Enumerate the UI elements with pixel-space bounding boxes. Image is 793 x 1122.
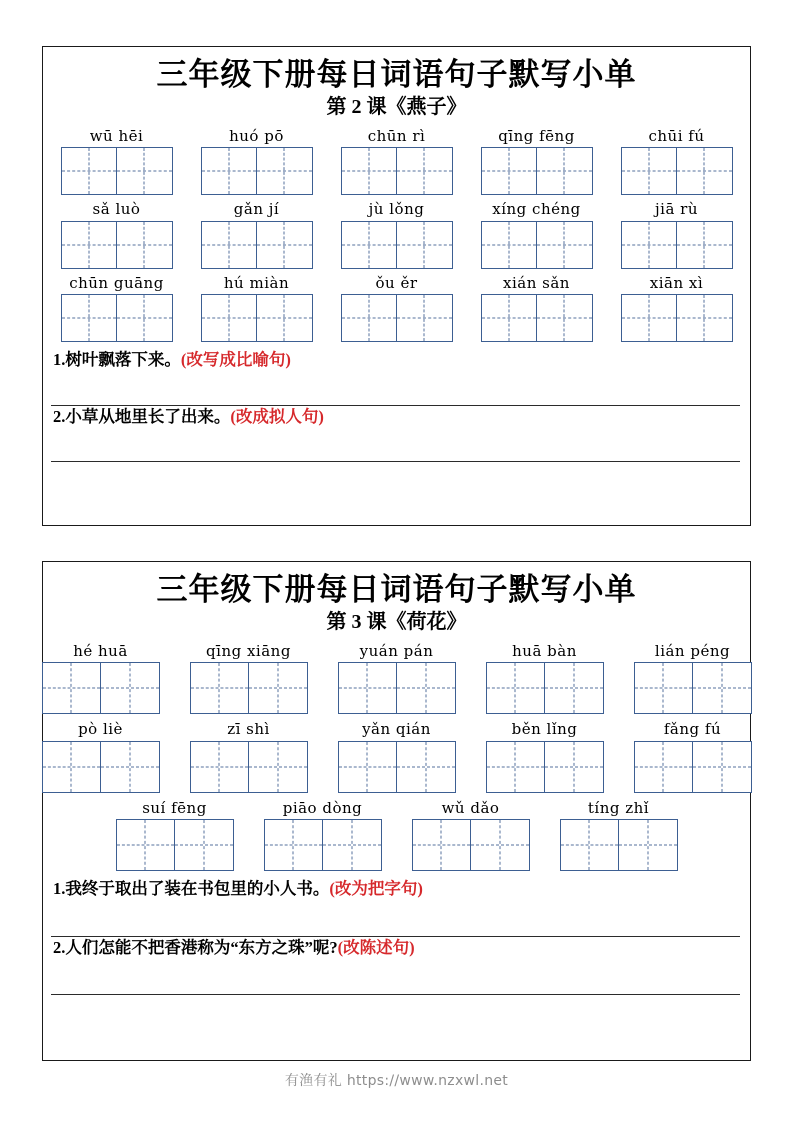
tianzige-box[interactable] <box>338 662 456 714</box>
tianzige-cell[interactable] <box>619 820 677 870</box>
tianzige-box[interactable] <box>42 662 160 714</box>
tianzige-cell[interactable] <box>62 148 117 194</box>
pinyin-label: tíng zhǐ <box>587 798 650 817</box>
pinyin-label: xián sǎn <box>503 273 570 292</box>
tianzige-cell[interactable] <box>191 742 249 792</box>
word-row <box>51 721 742 793</box>
sentence-section-1 <box>43 349 750 462</box>
tianzige-box[interactable] <box>621 221 733 269</box>
word-item <box>621 275 733 343</box>
tianzige-box[interactable] <box>264 819 382 871</box>
tianzige-cell[interactable] <box>339 663 397 713</box>
word-item <box>116 800 234 872</box>
tianzige-cell[interactable] <box>537 222 592 268</box>
sentence-block <box>51 406 740 462</box>
word-item <box>338 721 456 793</box>
pinyin-label: wǔ dǎo <box>441 798 500 817</box>
sentence-main-text: 1.树叶飘落下来。 <box>53 350 181 370</box>
tianzige-cell[interactable] <box>43 742 101 792</box>
tianzige-box[interactable] <box>116 819 234 871</box>
tianzige-cell[interactable] <box>561 820 619 870</box>
worksheet-title-1: 三年级下册每日词语句子默写小单 <box>156 57 637 92</box>
tianzige-cell[interactable] <box>693 663 751 713</box>
pinyin-label: yuán pán <box>359 641 434 660</box>
tianzige-cell[interactable] <box>677 148 732 194</box>
pinyin-label: fǎng fú <box>663 720 722 739</box>
word-row <box>51 201 742 269</box>
word-item <box>481 201 593 269</box>
word-item <box>61 275 173 343</box>
tianzige-cell[interactable] <box>397 295 452 341</box>
word-item <box>201 128 313 196</box>
tianzige-cell[interactable] <box>545 742 603 792</box>
pinyin-label: jù lǒng <box>368 200 425 219</box>
worksheet-card-1 <box>42 46 751 526</box>
sentence-hint-text: (改写成比喻句) <box>180 350 291 370</box>
tianzige-cell[interactable] <box>257 295 312 341</box>
pinyin-label: hú miàn <box>223 273 290 292</box>
tianzige-cell[interactable] <box>175 820 233 870</box>
tianzige-box[interactable] <box>560 819 678 871</box>
tianzige-cell[interactable] <box>191 663 249 713</box>
tianzige-cell[interactable] <box>43 663 101 713</box>
word-item <box>621 128 733 196</box>
worksheet-subtitle-2: 第 3 课《荷花》 <box>326 610 467 633</box>
tianzige-cell[interactable] <box>117 820 175 870</box>
tianzige-cell[interactable] <box>397 742 455 792</box>
tianzige-cell[interactable] <box>471 820 529 870</box>
tianzige-box[interactable] <box>481 221 593 269</box>
pinyin-label: yǎn qián <box>362 720 431 739</box>
tianzige-box[interactable] <box>486 741 604 793</box>
tianzige-box[interactable] <box>621 294 733 342</box>
sentence-main-text: 1.我终于取出了装在书包里的小人书。 <box>53 879 330 899</box>
tianzige-cell[interactable] <box>342 148 397 194</box>
tianzige-box[interactable] <box>341 221 453 269</box>
sentence-hint-text: (改为把字句) <box>329 879 423 899</box>
tianzige-cell[interactable] <box>249 663 307 713</box>
tianzige-cell[interactable] <box>202 222 257 268</box>
word-row <box>51 128 742 196</box>
pinyin-label: piāo dòng <box>282 798 363 817</box>
sentence-prompt <box>51 878 740 899</box>
pinyin-label: lián péng <box>654 641 731 660</box>
worksheet-title-2: 三年级下册每日词语句子默写小单 <box>156 572 637 607</box>
tianzige-box[interactable] <box>201 147 313 195</box>
word-item <box>61 201 173 269</box>
worksheet-card-2 <box>42 561 751 1061</box>
word-item <box>481 128 593 196</box>
pinyin-label: qīng xiāng <box>206 641 291 660</box>
tianzige-cell[interactable] <box>202 148 257 194</box>
tianzige-cell[interactable] <box>537 148 592 194</box>
sentence-hint-text: (改陈述句) <box>337 937 415 957</box>
tianzige-cell[interactable] <box>249 742 307 792</box>
tianzige-cell[interactable] <box>342 222 397 268</box>
tianzige-cell[interactable] <box>622 148 677 194</box>
tianzige-cell[interactable] <box>537 295 592 341</box>
word-item <box>341 275 453 343</box>
word-grid-section-1 <box>43 128 750 343</box>
word-item <box>341 201 453 269</box>
answer-line[interactable] <box>51 371 740 406</box>
tianzige-box[interactable] <box>481 147 593 195</box>
tianzige-box[interactable] <box>201 294 313 342</box>
sentence-hint-text: (改成拟人句) <box>230 406 324 426</box>
tianzige-cell[interactable] <box>339 742 397 792</box>
word-item <box>560 800 678 872</box>
answer-line[interactable] <box>51 900 740 937</box>
tianzige-cell[interactable] <box>622 295 677 341</box>
sentence-section-2 <box>43 878 750 995</box>
tianzige-cell[interactable] <box>202 295 257 341</box>
tianzige-cell[interactable] <box>635 663 693 713</box>
tianzige-cell[interactable] <box>677 222 732 268</box>
sentence-block <box>51 349 740 405</box>
tianzige-box[interactable] <box>61 294 173 342</box>
tianzige-box[interactable] <box>481 294 593 342</box>
tianzige-box[interactable] <box>61 147 173 195</box>
worksheet-subtitle-1: 第 2 课《燕子》 <box>326 95 467 118</box>
pinyin-label: pò liè <box>78 720 123 739</box>
pinyin-label: jiā rù <box>655 200 698 219</box>
footer-watermark: 有渔有礼 https://www.nzxwl.net <box>284 1073 509 1089</box>
word-item <box>486 643 604 715</box>
word-item <box>190 643 308 715</box>
word-item <box>42 721 160 793</box>
pinyin-label: hé huā <box>73 641 128 660</box>
tianzige-cell[interactable] <box>101 663 159 713</box>
tianzige-cell[interactable] <box>117 295 172 341</box>
word-row <box>51 643 742 715</box>
answer-line[interactable] <box>51 427 740 462</box>
tianzige-box[interactable] <box>338 741 456 793</box>
tianzige-cell[interactable] <box>257 148 312 194</box>
pinyin-label: běn lǐng <box>511 720 578 739</box>
tianzige-cell[interactable] <box>677 295 732 341</box>
tianzige-cell[interactable] <box>257 222 312 268</box>
tianzige-box[interactable] <box>634 662 752 714</box>
tianzige-cell[interactable] <box>482 222 537 268</box>
tianzige-box[interactable] <box>341 294 453 342</box>
tianzige-box[interactable] <box>634 741 752 793</box>
pinyin-label: chūn guāng <box>69 273 164 292</box>
tianzige-box[interactable] <box>201 221 313 269</box>
tianzige-cell[interactable] <box>397 663 455 713</box>
tianzige-box[interactable] <box>190 662 308 714</box>
sentence-block <box>51 878 740 936</box>
tianzige-cell[interactable] <box>397 148 452 194</box>
tianzige-cell[interactable] <box>323 820 381 870</box>
tianzige-box[interactable] <box>341 147 453 195</box>
pinyin-label: sǎ luò <box>92 200 141 219</box>
word-item <box>634 643 752 715</box>
tianzige-cell[interactable] <box>62 295 117 341</box>
sentence-block <box>51 937 740 995</box>
tianzige-cell[interactable] <box>117 222 172 268</box>
word-item <box>338 643 456 715</box>
word-item <box>412 800 530 872</box>
tianzige-cell[interactable] <box>265 820 323 870</box>
tianzige-cell[interactable] <box>413 820 471 870</box>
tianzige-box[interactable] <box>412 819 530 871</box>
tianzige-cell[interactable] <box>693 742 751 792</box>
word-item <box>190 721 308 793</box>
tianzige-box[interactable] <box>486 662 604 714</box>
sentence-prompt <box>51 937 740 958</box>
word-item <box>621 201 733 269</box>
tianzige-box[interactable] <box>42 741 160 793</box>
tianzige-cell[interactable] <box>622 222 677 268</box>
word-item <box>201 201 313 269</box>
tianzige-cell[interactable] <box>342 295 397 341</box>
word-item <box>634 721 752 793</box>
pinyin-label: gǎn jí <box>233 200 280 219</box>
tianzige-cell[interactable] <box>635 742 693 792</box>
tianzige-cell[interactable] <box>482 295 537 341</box>
tianzige-box[interactable] <box>621 147 733 195</box>
pinyin-label: qīng fēng <box>498 126 575 145</box>
word-item <box>486 721 604 793</box>
tianzige-cell[interactable] <box>487 742 545 792</box>
answer-line[interactable] <box>51 958 740 995</box>
tianzige-cell[interactable] <box>487 663 545 713</box>
sentence-main-text: 2.人们怎能不把香港称为“东方之珠”呢? <box>53 937 338 957</box>
tianzige-cell[interactable] <box>545 663 603 713</box>
pinyin-label: huā bàn <box>512 641 577 660</box>
word-grid-section-2 <box>43 643 750 872</box>
tianzige-cell[interactable] <box>482 148 537 194</box>
word-item <box>341 128 453 196</box>
sentence-main-text: 2.小草从地里长了出来。 <box>53 406 231 426</box>
tianzige-box[interactable] <box>61 221 173 269</box>
word-item <box>61 128 173 196</box>
pinyin-label: ǒu ěr <box>375 273 418 292</box>
tianzige-cell[interactable] <box>397 222 452 268</box>
pinyin-label: huó pō <box>229 126 284 145</box>
word-item <box>264 800 382 872</box>
pinyin-label: zī shì <box>227 720 270 739</box>
tianzige-cell[interactable] <box>117 148 172 194</box>
tianzige-box[interactable] <box>190 741 308 793</box>
word-item <box>42 643 160 715</box>
pinyin-label: wū hēi <box>89 126 144 145</box>
word-item <box>201 275 313 343</box>
sentence-prompt <box>51 349 740 370</box>
pinyin-label: suí fēng <box>142 798 207 817</box>
pinyin-label: xiān xì <box>649 273 704 292</box>
pinyin-label: chūi fú <box>648 126 705 145</box>
word-item <box>481 275 593 343</box>
word-row <box>51 800 742 872</box>
tianzige-cell[interactable] <box>101 742 159 792</box>
pinyin-label: chūn rì <box>367 126 426 145</box>
sentence-prompt <box>51 406 740 427</box>
tianzige-cell[interactable] <box>62 222 117 268</box>
word-row <box>51 275 742 343</box>
pinyin-label: xíng chéng <box>492 200 581 219</box>
